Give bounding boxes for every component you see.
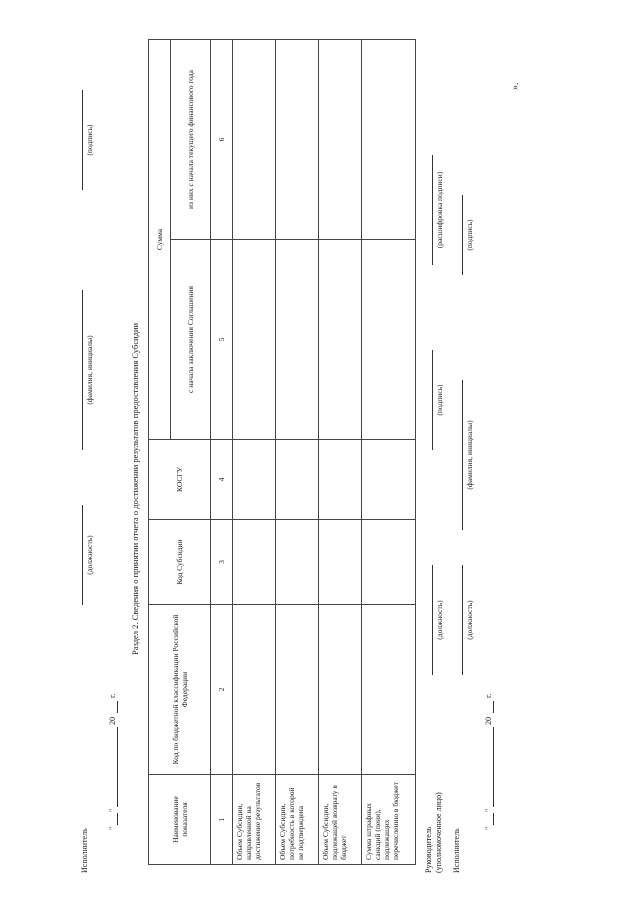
- row-label: Объем Субсидии, подлежащей возврату в бюджет: [319, 775, 362, 865]
- executor-signature-caption: (подпись): [465, 219, 474, 251]
- header-kosgu: КОСГУ: [149, 440, 211, 520]
- head-signature-caption: (подпись): [435, 384, 444, 416]
- col-number: 3: [211, 520, 233, 605]
- row-label: Объем Субсидии, потребность в которой не подтверждена: [276, 775, 319, 865]
- table-cell: [319, 520, 362, 605]
- table-cell: [233, 440, 276, 520]
- table-cell: [276, 440, 319, 520]
- executor-label: Исполнитель: [452, 828, 461, 873]
- table-cell: [362, 440, 416, 520]
- table-cell: [276, 240, 319, 440]
- top-signature-line: [82, 90, 83, 190]
- header-since-agreement: с начала заключения Соглашения: [171, 240, 211, 440]
- header-budget-code: Код по бюджетной классификации Российской Федерации: [149, 605, 211, 775]
- col-number: 6: [211, 40, 233, 240]
- header-subsidy-code: Код Субсидии: [149, 520, 211, 605]
- table-cell: [319, 440, 362, 520]
- col-number: 4: [211, 440, 233, 520]
- table-cell: [276, 40, 319, 240]
- top-executor-label: Исполнитель: [80, 828, 89, 873]
- table-cell: [233, 520, 276, 605]
- top-signature-caption: (подпись): [85, 124, 94, 156]
- table-cell: [362, 520, 416, 605]
- executor-name-line: [462, 380, 463, 530]
- header-indicator: Наименование показателя: [149, 775, 211, 865]
- top-position-line: [82, 505, 83, 605]
- header-sum: Сумма: [149, 40, 171, 440]
- top-name-caption: (фамилия, инициалы): [85, 335, 94, 405]
- table-cell: [233, 240, 276, 440]
- table-cell: [362, 605, 416, 775]
- table-cell: [233, 605, 276, 775]
- executor-position-line: [462, 565, 463, 675]
- column-numbers-row: [211, 40, 233, 865]
- table-row: [362, 40, 416, 865]
- header-since-year: из них с начала текущего финансового года: [171, 40, 211, 240]
- rotated-page: Исполнитель (должность) (фамилия, инициалы) (подпись) " " 20 г. Раздел 2. Сведения о принятии отчета о достижении результатов предоставления Субсидии Наименование показателя Код по бюджетной классификации Российской Федерации Код Субсидии КОСГУ Сумма с начала заключения Соглашения из них с начала текущего финансового года 1 2 3 4 5 6 Объем Субсидии, направленной на достижение результатов Объем Субсидии, потребность в которой не подтверждена Объем Субсидии, подлежащей возврату в бюджет Сумма штрафных санкций (пени), подлежащих перечислению в бюджет Руководитель (уполномоченное лицо) (должность) (подпись) (расшифровка подписи) Исполнитель (должность) (фамилия, инициалы) (подпись) " " 20 г. ».: [0, 0, 640, 905]
- table-cell: [319, 240, 362, 440]
- row-label: Сумма штрафных санкций (пени), подлежащих перечислению в бюджет: [362, 775, 416, 865]
- head-decode-caption: (расшифровка подписи): [435, 171, 444, 249]
- col-number: 2: [211, 605, 233, 775]
- head-signature-line: [432, 350, 433, 450]
- closing-mark: ».: [510, 82, 521, 90]
- table-row: [276, 40, 319, 865]
- table-cell: [233, 40, 276, 240]
- executor-signature-line: [462, 195, 463, 275]
- table-row: [233, 40, 276, 865]
- head-label: Руководитель: [424, 826, 433, 873]
- col-number: 5: [211, 240, 233, 440]
- table-cell: [362, 240, 416, 440]
- table-cell: [319, 40, 362, 240]
- executor-name-caption: (фамилия, инициалы): [465, 420, 474, 490]
- head-position-line: [432, 565, 433, 675]
- executor-position-caption: (должность): [465, 600, 474, 640]
- table-cell: [276, 605, 319, 775]
- table-cell: [319, 605, 362, 775]
- head-sublabel: (уполномоченное лицо): [434, 792, 443, 873]
- header-row-1: [149, 40, 171, 865]
- col-number: 1: [211, 775, 233, 865]
- head-decode-line: [432, 155, 433, 265]
- report-table: [148, 39, 416, 865]
- head-position-caption: (должность): [435, 600, 444, 640]
- table-cell: [276, 520, 319, 605]
- section-title: Раздел 2. Сведения о принятии отчета о достижении результатов предоставления Субсидии: [130, 322, 140, 655]
- table-cell: [362, 40, 416, 240]
- table-row: [319, 40, 362, 865]
- row-label: Объем Субсидии, направленной на достижение результатов: [233, 775, 276, 865]
- top-name-line: [82, 290, 83, 450]
- top-position-caption: (должность): [85, 535, 94, 575]
